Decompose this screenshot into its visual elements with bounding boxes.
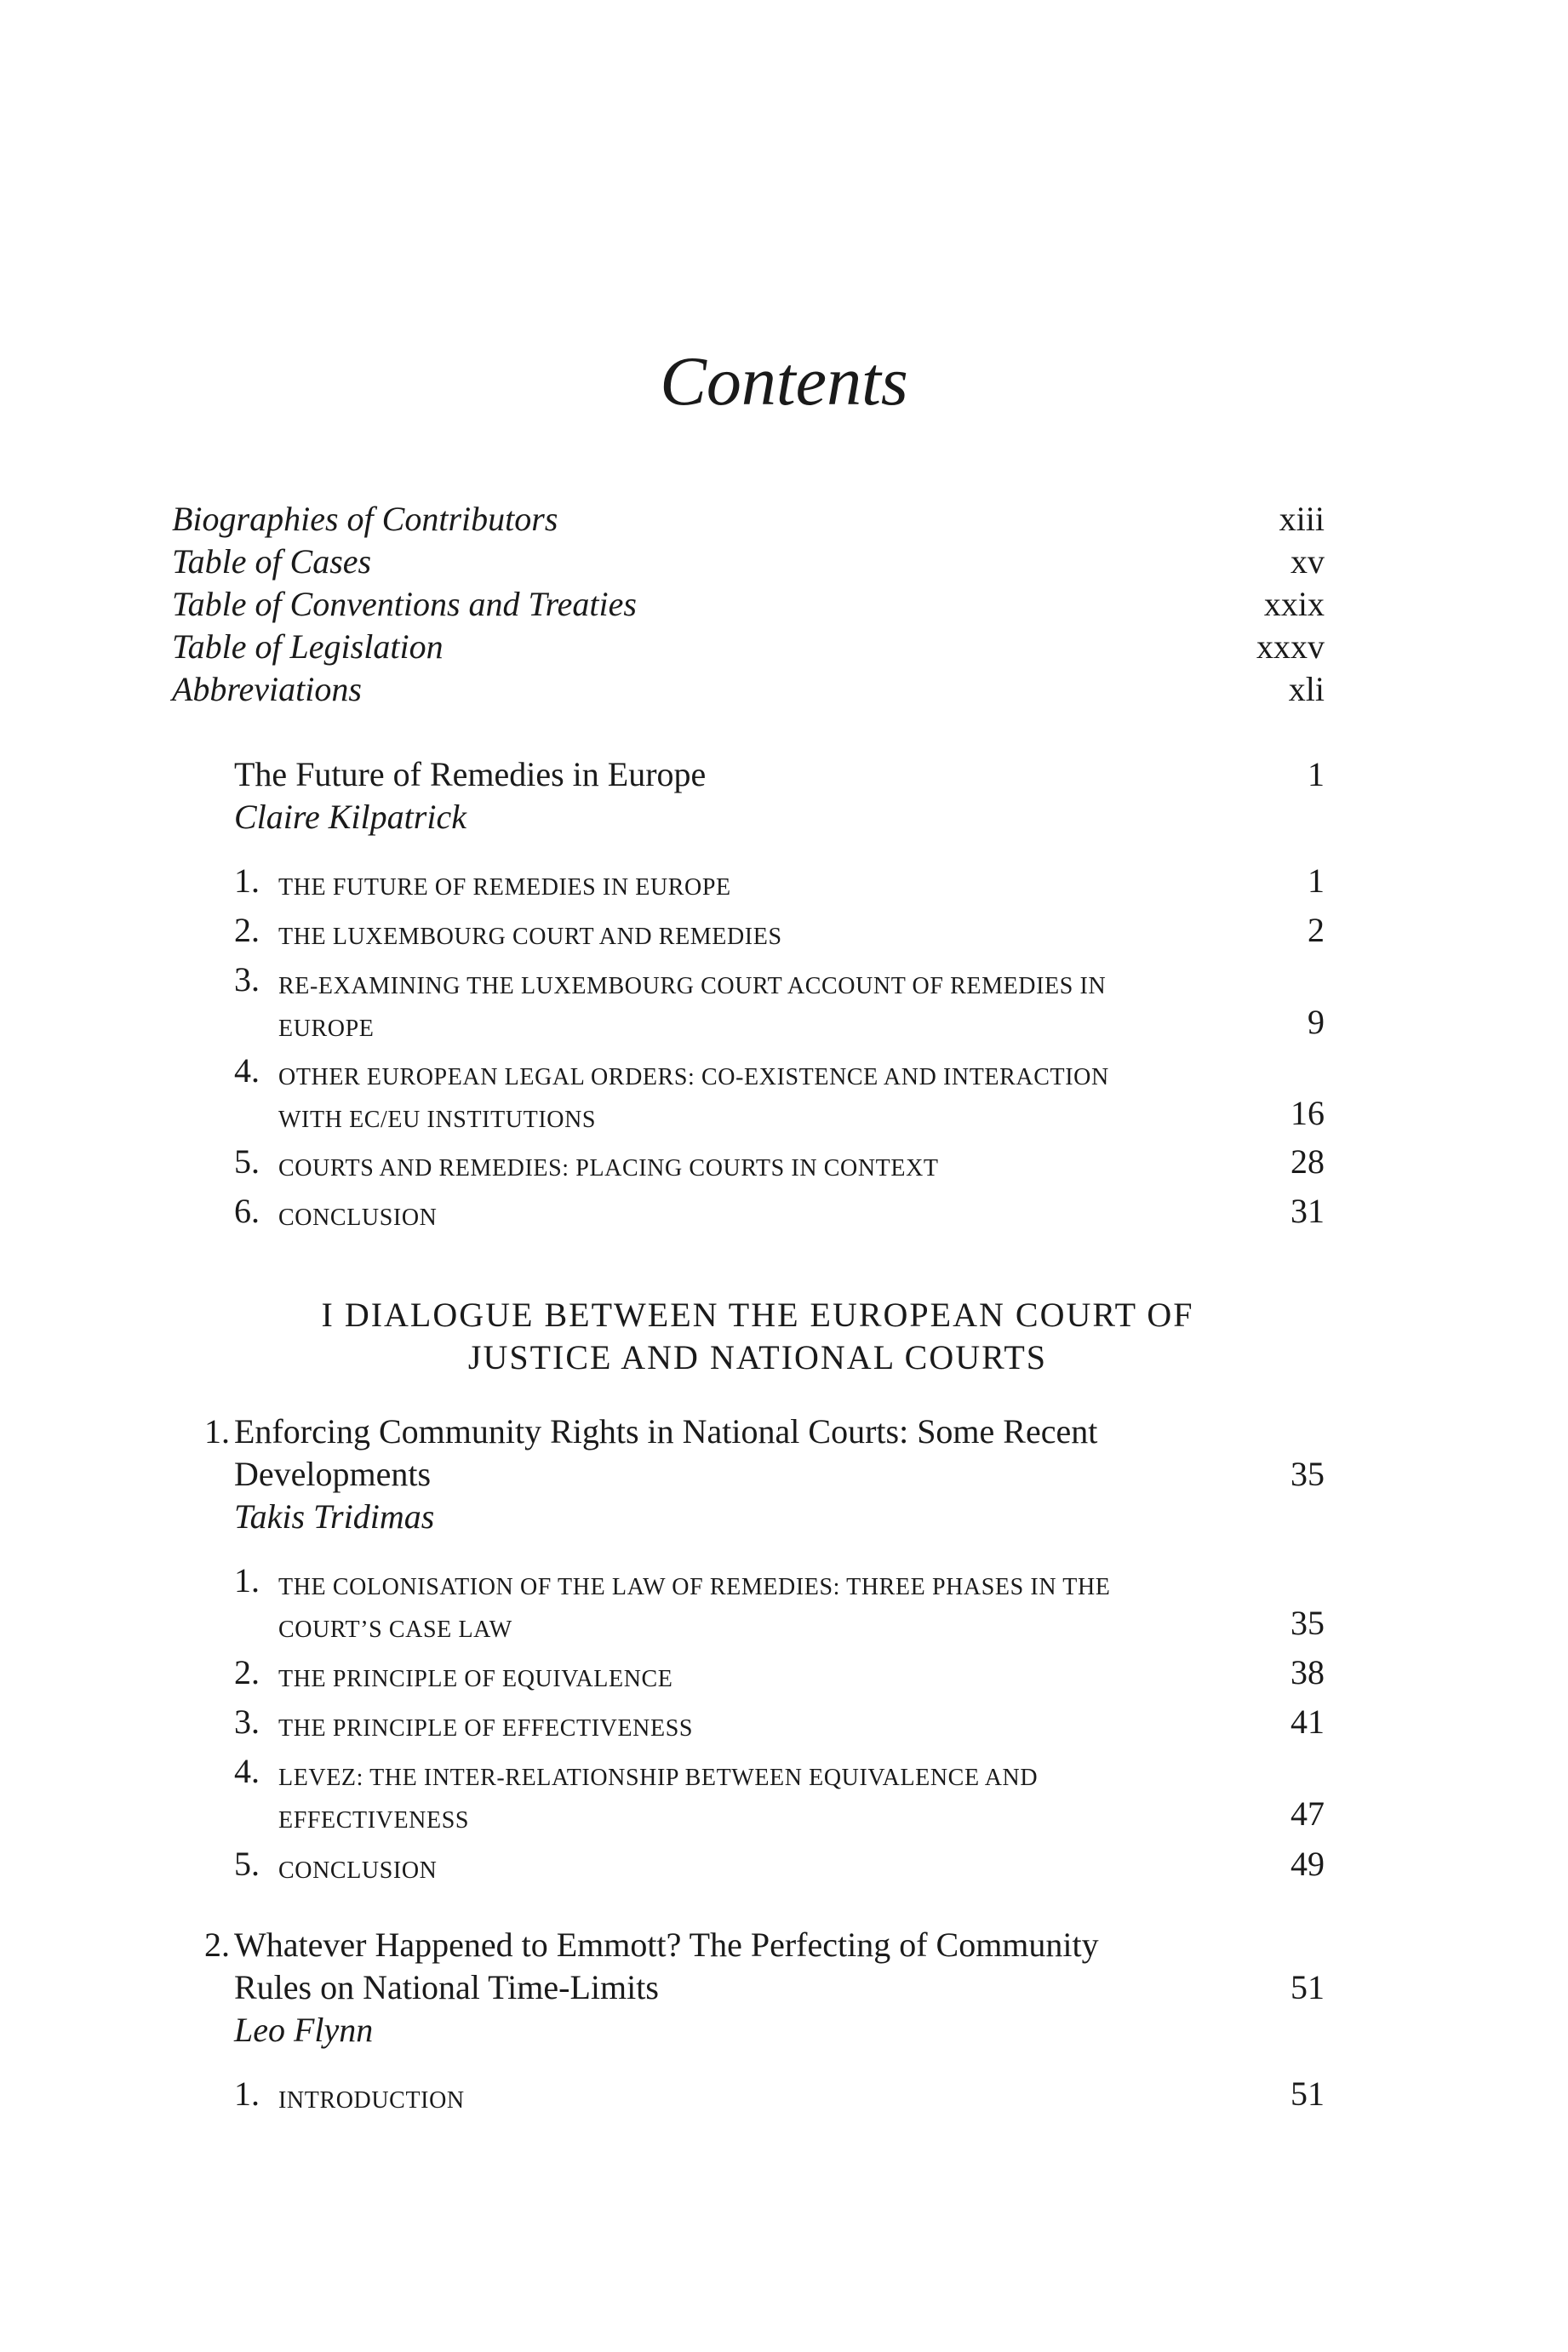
section-title: THE PRINCIPLE OF EQUIVALENCE <box>278 1666 673 1692</box>
toc-entry[interactable] <box>172 541 1325 583</box>
chapter-title-line: Rules on National Time-Limits <box>234 1968 659 2006</box>
section-title-line: RE-EXAMINING THE LUXEMBOURG COURT ACCOUNT OF REMEDIES IN <box>278 973 1107 999</box>
toc-entry-label: Table of Conventions and Treaties <box>172 585 637 623</box>
section-title-line: OTHER EUROPEAN LEGAL ORDERS: CO-EXISTENCE AND INTERACTION <box>278 1064 1109 1090</box>
section-title-line: THE COLONISATION OF THE LAW OF REMEDIES: THREE PHASES IN THE <box>278 1574 1111 1600</box>
section-number: 5. <box>234 1142 260 1181</box>
chapter-author: Takis Tridimas <box>234 1497 435 1536</box>
section-number: 4. <box>234 1051 260 1090</box>
section-page: 16 <box>1290 1094 1325 1132</box>
section-page: 41 <box>1290 1702 1325 1741</box>
toc-entry[interactable] <box>172 583 1325 626</box>
chapter-author: Leo Flynn <box>234 2011 374 2049</box>
section-page: 35 <box>1290 1604 1325 1642</box>
chapter-number: 2. <box>204 1926 230 1964</box>
section-page: 28 <box>1290 1142 1325 1181</box>
section-title: COURTS AND REMEDIES: PLACING COURTS IN CONTEXT <box>278 1155 939 1182</box>
section-title: CONCLUSION <box>278 1857 438 1884</box>
part-heading-line: I DIALOGUE BETWEEN THE EUROPEAN COURT OF <box>321 1296 1194 1334</box>
section-title-line: COURT’S CASE LAW <box>278 1617 512 1643</box>
section-number: 1. <box>234 861 260 900</box>
section-page: 1 <box>1308 861 1325 900</box>
section-page: 2 <box>1308 911 1325 949</box>
toc-entry-label: Biographies of Contributors <box>172 500 558 538</box>
chapter-title-line: Developments <box>234 1455 432 1493</box>
section-page: 31 <box>1290 1192 1325 1230</box>
section-page: 49 <box>1290 1845 1325 1883</box>
toc-entry[interactable] <box>172 626 1325 668</box>
section-number: 5. <box>234 1845 260 1883</box>
section-title: INTRODUCTION <box>278 2087 465 2114</box>
part-heading-line: JUSTICE AND NATIONAL COURTS <box>467 1338 1048 1376</box>
toc-entry-label: Table of Cases <box>172 542 372 581</box>
toc-entry[interactable] <box>172 668 1325 711</box>
section-page: 9 <box>1308 1003 1325 1041</box>
toc-entry-page: xiii <box>1279 500 1325 538</box>
section-title-line: WITH EC/EU INSTITUTIONS <box>278 1107 597 1133</box>
chapter-page: 1 <box>1308 755 1325 793</box>
toc-entry-label: Table of Legislation <box>172 627 444 666</box>
section-title: THE PRINCIPLE OF EFFECTIVENESS <box>278 1715 694 1742</box>
toc-entry-page: xxix <box>1263 585 1325 623</box>
toc-entry-label: Abbreviations <box>172 670 362 708</box>
section-title: CONCLUSION <box>278 1205 438 1231</box>
section-page: 47 <box>1290 1794 1325 1833</box>
page-title: Contents <box>660 342 908 420</box>
toc-entry-page: xli <box>1288 670 1325 708</box>
section-page: 51 <box>1290 2074 1325 2113</box>
section-title-line: EFFECTIVENESS <box>278 1807 470 1834</box>
toc-entry-page: xv <box>1290 542 1325 581</box>
section-number: 2. <box>234 1653 260 1691</box>
chapter-page: 35 <box>1290 1455 1325 1493</box>
toc-entry-page: xxxv <box>1256 627 1325 666</box>
section-title: THE LUXEMBOURG COURT AND REMEDIES <box>278 924 782 950</box>
chapter-page: 51 <box>1290 1968 1325 2006</box>
section-number: 2. <box>234 911 260 949</box>
section-title: THE FUTURE OF REMEDIES IN EUROPE <box>278 874 731 901</box>
chapter-number: 1. <box>204 1412 230 1451</box>
section-number: 1. <box>234 2074 260 2113</box>
section-page: 38 <box>1290 1653 1325 1691</box>
section-title-line: LEVEZ: THE INTER-RELATIONSHIP BETWEEN EQUIVALENCE AND <box>278 1765 1039 1791</box>
chapter-author: Claire Kilpatrick <box>234 798 466 836</box>
toc-entry[interactable] <box>172 498 1325 541</box>
section-number: 1. <box>234 1561 260 1599</box>
part-heading <box>255 1294 1260 1379</box>
chapter-title: The Future of Remedies in Europe <box>234 755 707 793</box>
section-number: 4. <box>234 1752 260 1790</box>
chapter-title-line: Enforcing Community Rights in National Courts: Some Recent <box>234 1412 1098 1451</box>
section-number: 6. <box>234 1192 260 1230</box>
section-title-line: EUROPE <box>278 1016 375 1042</box>
section-number: 3. <box>234 1702 260 1741</box>
chapter-title-line: Whatever Happened to Emmott? The Perfecting of Community <box>234 1926 1099 1964</box>
section-number: 3. <box>234 960 260 999</box>
